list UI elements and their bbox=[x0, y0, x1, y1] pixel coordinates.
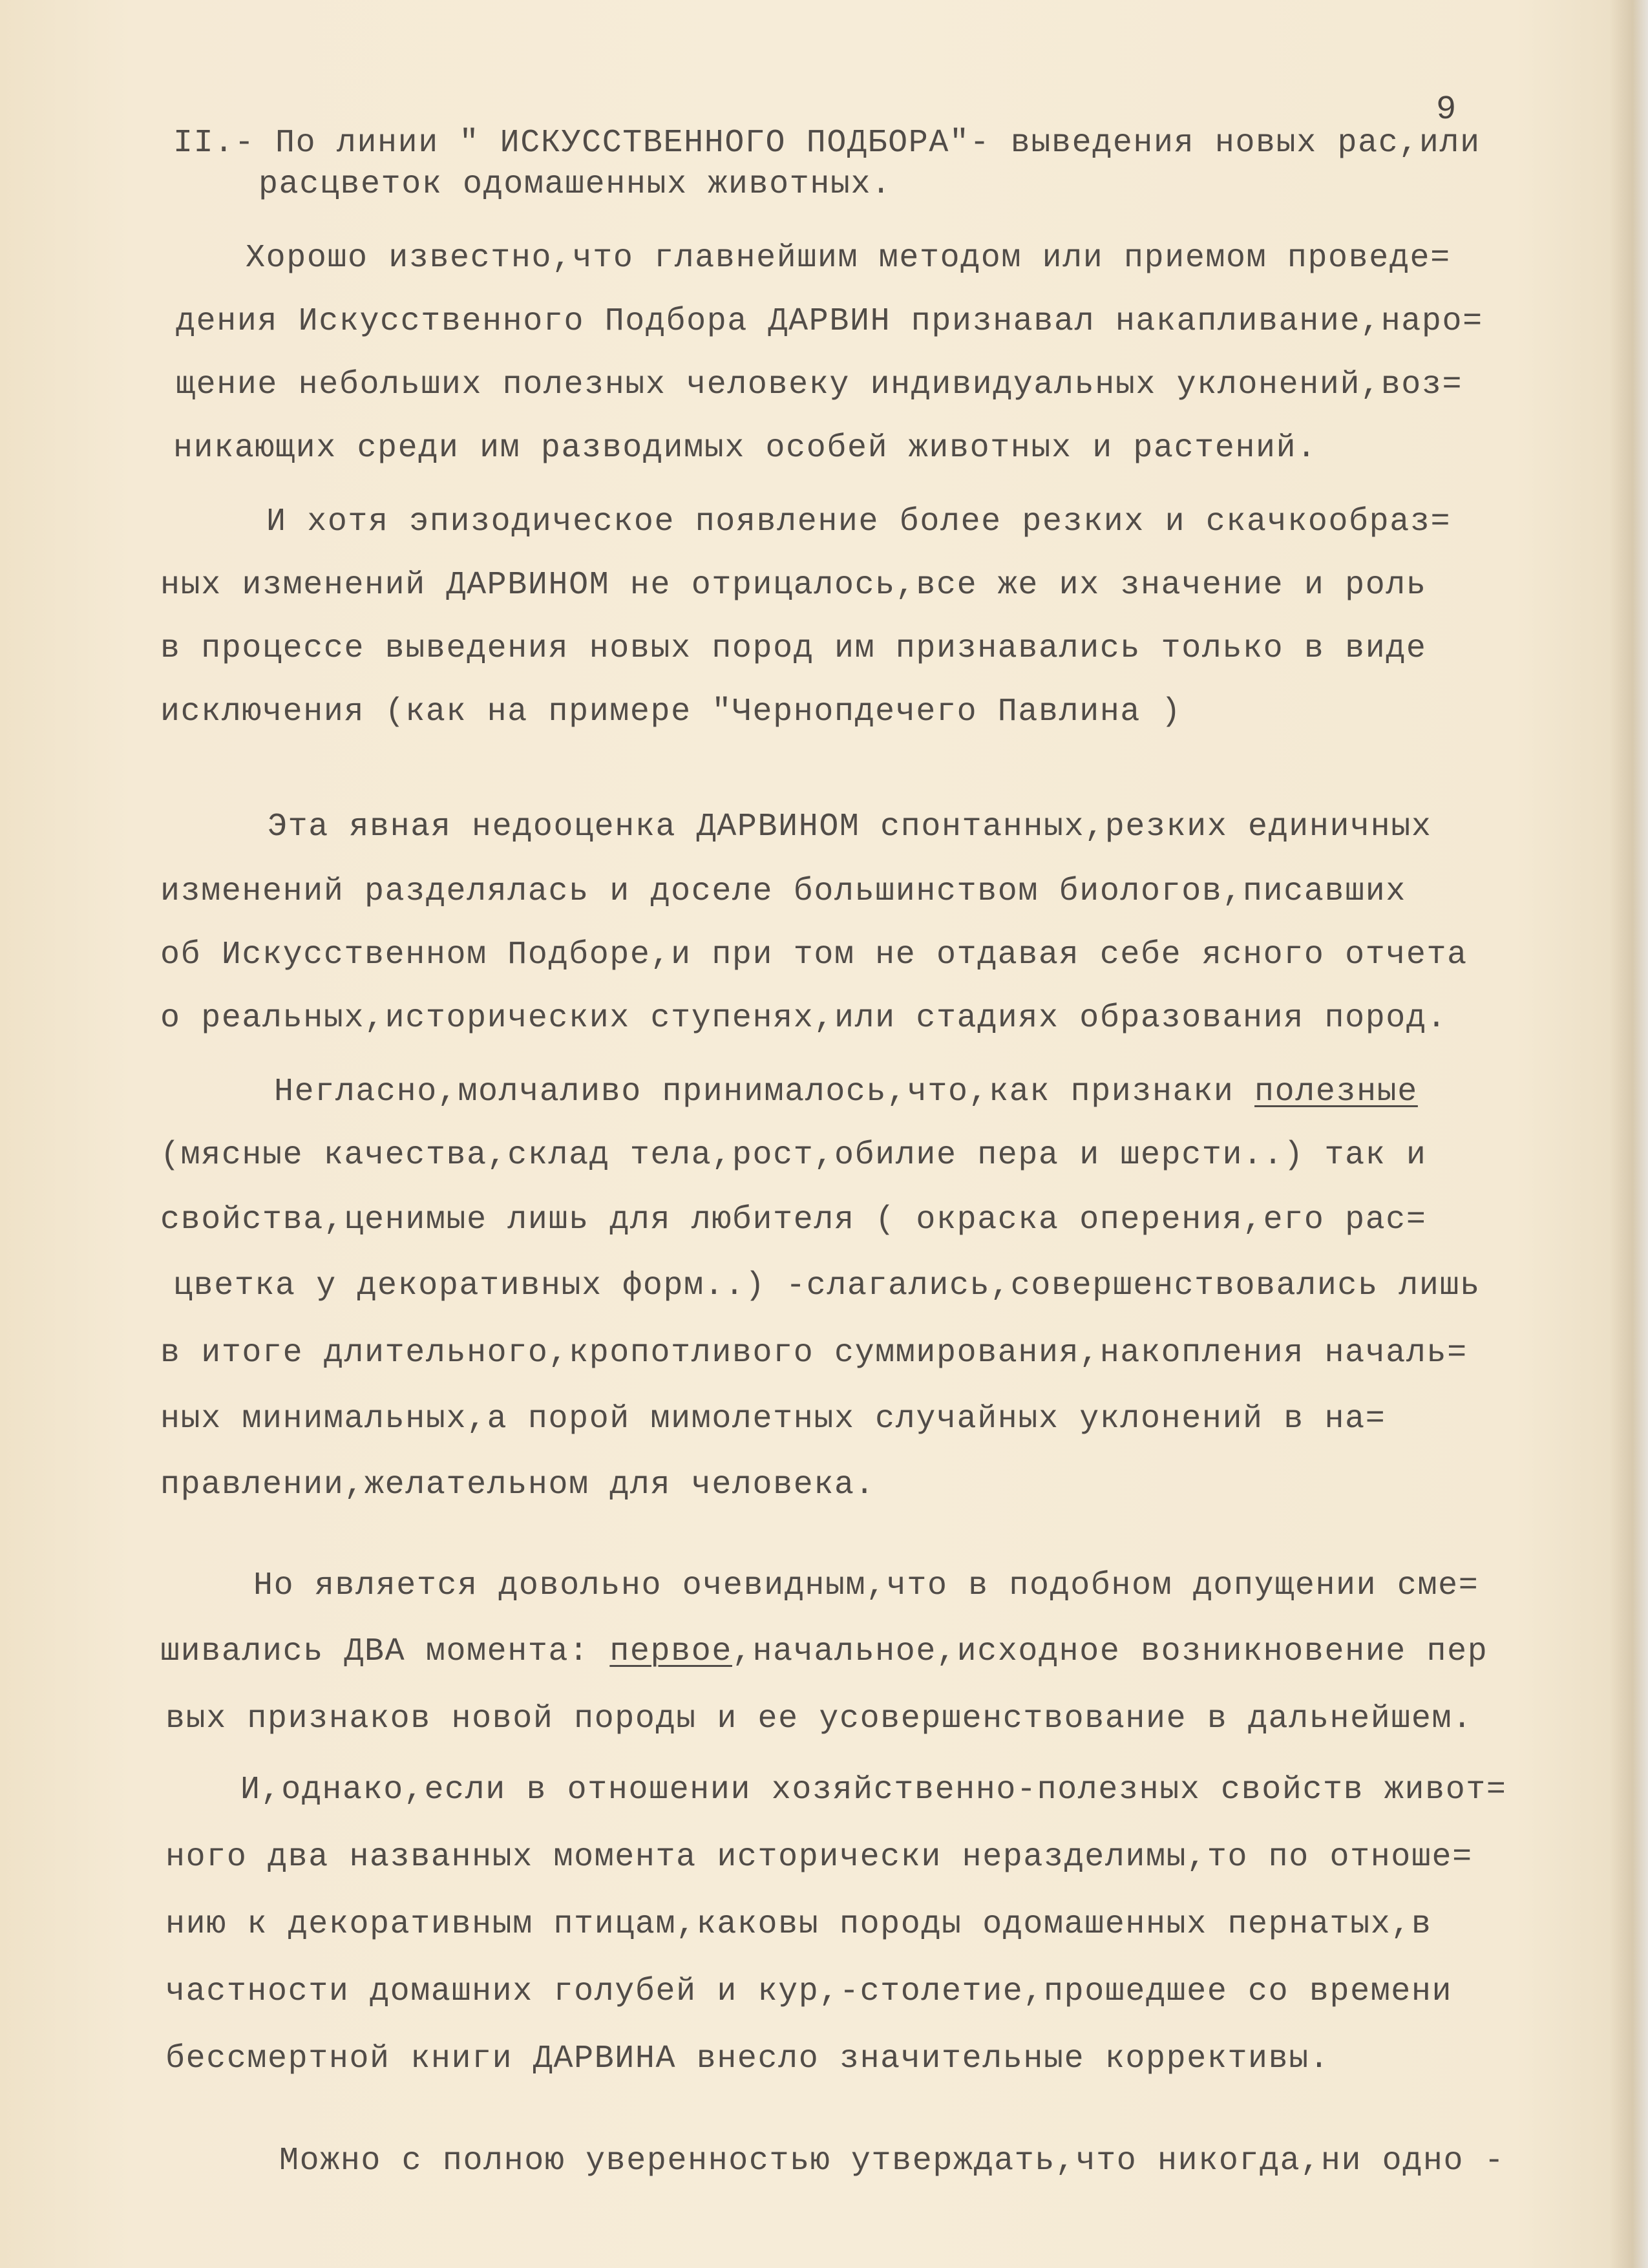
heading-line-1: II.- По линии " ИСКУССТВЕННОГО ПОДБОРА"- выведения новых рас,или bbox=[173, 125, 1481, 162]
text-line: изменений разделялась и доселе большинством биологов,писавших bbox=[160, 873, 1406, 910]
text-line: ных изменений ДАРВИНОМ не отрицалось,все же их значение и роль bbox=[160, 567, 1427, 604]
heading-line-2: расцветок одомашенных животных. bbox=[259, 166, 892, 203]
text-line: об Искусственном Подборе,и при том не отдавая себе ясного отчета bbox=[160, 937, 1468, 973]
underlined-word: первое bbox=[609, 1633, 732, 1670]
text-line bbox=[160, 1633, 1488, 1671]
text-line: бессмертной книги ДАРВИНА внесло значительные коррективы. bbox=[165, 2040, 1330, 2077]
page-edge-shadow bbox=[1609, 0, 1648, 2268]
text-line: в итоге длительного,кропотливого суммирования,накопления началь= bbox=[160, 1335, 1468, 1372]
page-number: 9 bbox=[1436, 90, 1457, 129]
text-line: свойства,ценимые лишь для любителя ( окраска оперения,его рас= bbox=[160, 1202, 1427, 1238]
text-segment: шивались ДВА момента: bbox=[160, 1633, 610, 1670]
text-line bbox=[274, 1073, 1418, 1112]
text-line: ного два названных момента исторически неразделимы,то по отноше= bbox=[165, 1839, 1473, 1876]
text-line: И хотя эпизодическое появление более резких и скачкообраз= bbox=[266, 503, 1452, 540]
text-line: вых признаков новой породы и ее усовершенствование в дальнейшем. bbox=[165, 1701, 1473, 1737]
text-line: щение небольших полезных человеку индивидуальных уклонений,воз= bbox=[176, 366, 1463, 403]
text-line: (мясные качества,склад тела,рост,обилие пера и шерсти..) так и bbox=[160, 1137, 1427, 1174]
text-line: частности домашних голубей и кур,-столетие,прошедшее со времени bbox=[165, 1973, 1453, 2010]
text-line: правлении,желательном для человека. bbox=[160, 1467, 876, 1503]
text-line: никающих среди им разводимых особей животных и растений. bbox=[173, 430, 1317, 467]
text-line: о реальных,исторических ступенях,или стадиях образования пород. bbox=[160, 1000, 1448, 1037]
text-line: Эта явная недооценка ДАРВИНОМ спонтанных,резких единичных bbox=[268, 809, 1432, 845]
text-line: исключения (как на примере "Чернопдечего Павлина ) bbox=[160, 694, 1182, 730]
text-line: И,однако,если в отношении хозяйственно-полезных свойств живот= bbox=[240, 1772, 1507, 1808]
text-line: ных минимальных,а порой мимолетных случайных уклонений в на= bbox=[160, 1401, 1386, 1437]
text-line: нию к декоративным птицам,каковы породы одомашенных пернатых,в bbox=[165, 1906, 1432, 1943]
text-segment: Негласно,молчаливо принималось,что,как признаки bbox=[274, 1074, 1255, 1110]
text-line: Хорошо известно,что главнейшим методом или приемом проведе= bbox=[246, 240, 1451, 277]
text-line: Можно с полною уверенностью утверждать,что никогда,ни одно - bbox=[279, 2143, 1505, 2179]
underlined-word: полезные bbox=[1254, 1074, 1418, 1110]
text-segment: ,начальное,исходное возникновение пер bbox=[732, 1633, 1488, 1670]
text-line: дения Искусственного Подбора ДАРВИН признавал накапливание,наро= bbox=[176, 303, 1483, 340]
text-line: в процессе выведения новых пород им признавались только в виде bbox=[160, 630, 1427, 667]
text-line: цветка у декоративных форм..) -слагались,совершенствовались лишь bbox=[173, 1267, 1481, 1304]
text-line: Но является довольно очевидным,что в подобном допущении сме= bbox=[253, 1567, 1479, 1604]
